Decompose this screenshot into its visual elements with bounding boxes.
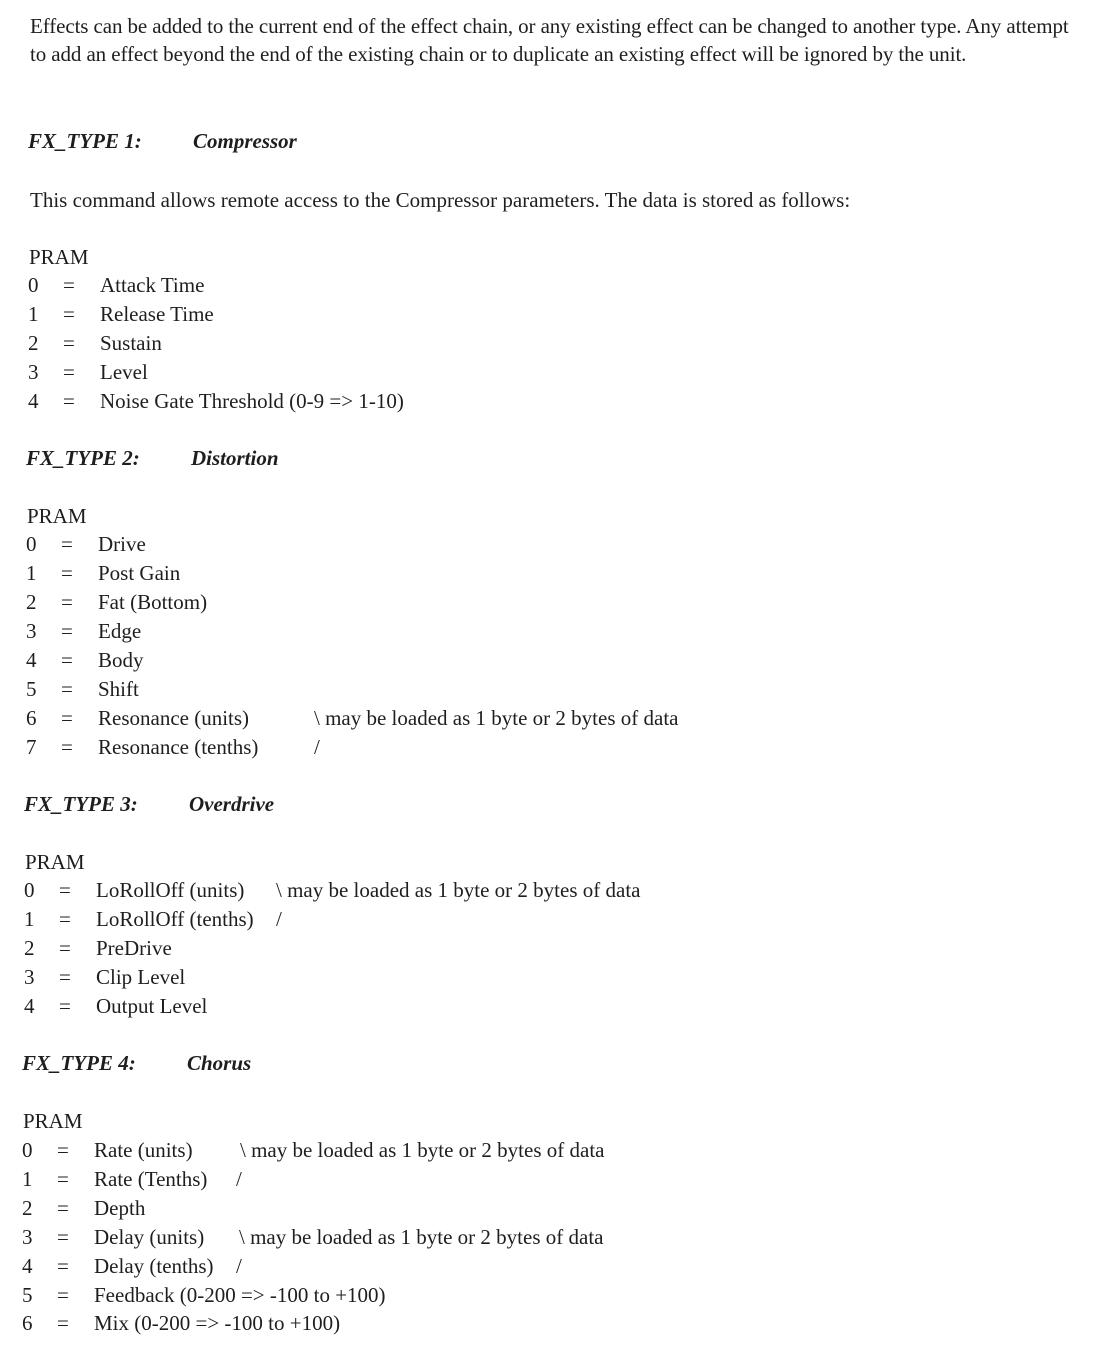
param-name: Depth bbox=[94, 1196, 146, 1220]
param-equals: = bbox=[57, 1225, 69, 1249]
fx-type-name: Overdrive bbox=[189, 792, 275, 816]
param-index: 1 bbox=[22, 1167, 33, 1191]
section-heading-distortion bbox=[26, 445, 279, 471]
param-equals: = bbox=[59, 878, 71, 902]
param-name: LoRollOff (units) bbox=[96, 878, 245, 902]
param-equals: = bbox=[63, 302, 75, 326]
param-equals: = bbox=[61, 677, 73, 701]
param-equals: = bbox=[59, 994, 71, 1018]
param-name: Mix (0-200 => -100 to +100) bbox=[94, 1311, 341, 1335]
param-index: 1 bbox=[24, 907, 35, 931]
param-index: 6 bbox=[26, 706, 37, 730]
param-equals: = bbox=[57, 1138, 69, 1162]
param-index: 4 bbox=[24, 994, 35, 1018]
param-equals: = bbox=[57, 1311, 69, 1335]
param-name: Rate (units) bbox=[94, 1138, 193, 1162]
pram-label: PRAM bbox=[29, 245, 89, 269]
param-note: / bbox=[236, 1167, 242, 1191]
param-name: Fat (Bottom) bbox=[98, 590, 208, 614]
param-index: 1 bbox=[26, 561, 37, 585]
param-equals: = bbox=[59, 907, 71, 931]
param-index: 4 bbox=[28, 389, 39, 413]
param-equals: = bbox=[59, 936, 71, 960]
fx-type-name: Distortion bbox=[191, 446, 279, 470]
param-equals: = bbox=[63, 273, 75, 297]
param-index: 4 bbox=[22, 1254, 33, 1278]
fx-type-label: FX_TYPE 2: bbox=[26, 446, 140, 470]
param-index: 2 bbox=[26, 590, 37, 614]
pram-label: PRAM bbox=[23, 1109, 83, 1133]
param-name: Level bbox=[100, 360, 148, 384]
param-name: PreDrive bbox=[96, 936, 172, 960]
param-name: Release Time bbox=[100, 302, 214, 326]
param-equals: = bbox=[61, 648, 73, 672]
param-name: Delay (tenths) bbox=[94, 1254, 214, 1278]
param-note: \ may be loaded as 1 byte or 2 bytes of data bbox=[314, 706, 679, 730]
fx-type-name: Compressor bbox=[193, 129, 297, 153]
section-heading-compressor bbox=[28, 128, 297, 154]
param-equals: = bbox=[61, 590, 73, 614]
param-index: 4 bbox=[26, 648, 37, 672]
param-name: Resonance (tenths) bbox=[98, 735, 259, 759]
param-note: \ may be loaded as 1 byte or 2 bytes of data bbox=[240, 1138, 605, 1162]
param-name: Edge bbox=[98, 619, 142, 643]
param-index: 2 bbox=[24, 936, 35, 960]
param-name: Delay (units) bbox=[94, 1225, 205, 1249]
param-equals: = bbox=[61, 735, 73, 759]
param-index: 5 bbox=[22, 1283, 33, 1307]
param-note: \ may be loaded as 1 byte or 2 bytes of data bbox=[276, 878, 641, 902]
param-equals: = bbox=[57, 1254, 69, 1278]
param-equals: = bbox=[59, 965, 71, 989]
param-note: / bbox=[314, 735, 320, 759]
param-index: 3 bbox=[24, 965, 35, 989]
param-name: LoRollOff (tenths) bbox=[96, 907, 254, 931]
param-note: / bbox=[236, 1254, 242, 1278]
fx-type-label: FX_TYPE 3: bbox=[24, 792, 138, 816]
param-name: Sustain bbox=[100, 331, 162, 355]
param-index: 0 bbox=[26, 532, 37, 556]
param-equals: = bbox=[61, 619, 73, 643]
intro-paragraph: Effects can be added to the current end of the effect chain, or any existing effect can be changed to another type. Any attempt to add an effect beyond the end of the existing chain or to duplicate an existing effect will be ignored by the unit. bbox=[30, 14, 1069, 66]
param-equals: = bbox=[63, 331, 75, 355]
param-equals: = bbox=[63, 360, 75, 384]
param-name: Body bbox=[98, 648, 144, 672]
param-name: Drive bbox=[98, 532, 146, 556]
param-name: Attack Time bbox=[100, 273, 205, 297]
param-name: Noise Gate Threshold (0-9 => 1-10) bbox=[100, 389, 404, 413]
param-note: / bbox=[276, 907, 282, 931]
section-heading-overdrive bbox=[24, 791, 274, 817]
param-index: 3 bbox=[22, 1225, 33, 1249]
param-equals: = bbox=[57, 1196, 69, 1220]
param-index: 6 bbox=[22, 1311, 33, 1335]
fx-type-name: Chorus bbox=[187, 1051, 252, 1075]
param-name: Post Gain bbox=[98, 561, 181, 585]
param-index: 1 bbox=[28, 302, 39, 326]
param-index: 7 bbox=[26, 735, 37, 759]
param-name: Rate (Tenths) bbox=[94, 1167, 208, 1191]
pram-label: PRAM bbox=[25, 850, 85, 874]
param-name: Shift bbox=[98, 677, 139, 701]
param-index: 5 bbox=[26, 677, 37, 701]
param-equals: = bbox=[57, 1283, 69, 1307]
fx-type-label: FX_TYPE 1: bbox=[28, 129, 142, 153]
param-equals: = bbox=[61, 532, 73, 556]
param-equals: = bbox=[61, 561, 73, 585]
fx-type-label: FX_TYPE 4: bbox=[22, 1051, 136, 1075]
param-index: 0 bbox=[22, 1138, 33, 1162]
param-index: 3 bbox=[26, 619, 37, 643]
param-equals: = bbox=[61, 706, 73, 730]
param-name: Resonance (units) bbox=[98, 706, 250, 730]
param-equals: = bbox=[57, 1167, 69, 1191]
param-index: 2 bbox=[28, 331, 39, 355]
param-name: Output Level bbox=[96, 994, 208, 1018]
param-index: 0 bbox=[28, 273, 39, 297]
section-description: This command allows remote access to the Compressor parameters. The data is stored as follows: bbox=[30, 188, 851, 212]
pram-label: PRAM bbox=[27, 504, 87, 528]
param-note: \ may be loaded as 1 byte or 2 bytes of data bbox=[239, 1225, 604, 1249]
param-name: Feedback (0-200 => -100 to +100) bbox=[94, 1283, 386, 1307]
param-index: 0 bbox=[24, 878, 35, 902]
section-heading-chorus bbox=[22, 1050, 251, 1076]
param-equals: = bbox=[63, 389, 75, 413]
param-index: 2 bbox=[22, 1196, 33, 1220]
param-name: Clip Level bbox=[96, 965, 186, 989]
param-index: 3 bbox=[28, 360, 39, 384]
